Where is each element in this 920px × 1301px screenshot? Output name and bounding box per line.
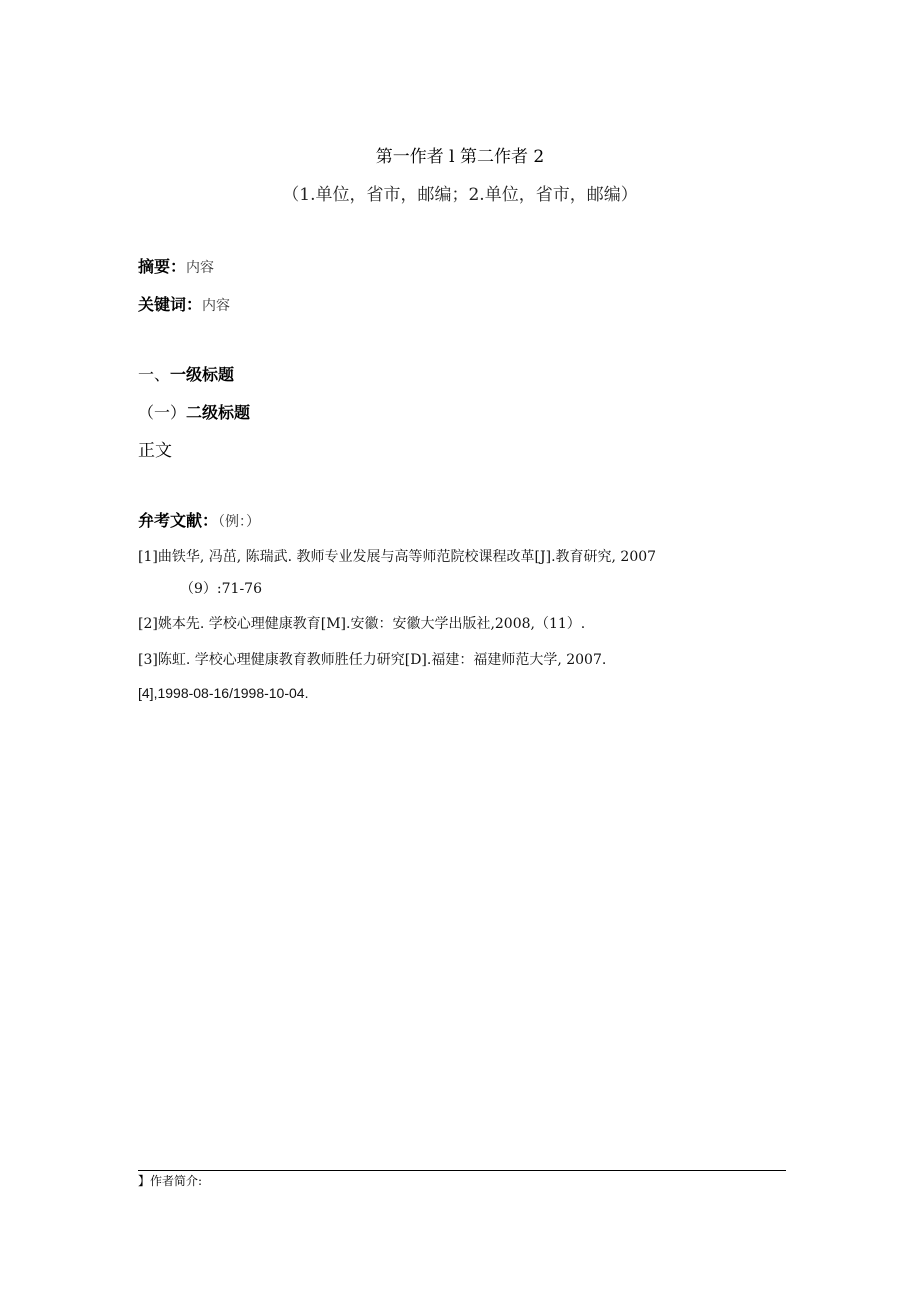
reference-item-continuation: （9）:71-76	[180, 581, 262, 597]
author-line: 第一作者 l 第二作者 2	[375, 147, 545, 167]
keywords-label: 关键词：	[138, 295, 203, 314]
abstract-label: 摘要：	[138, 257, 187, 276]
reference-item: [4],1998-08-16/1998-10-04.	[138, 685, 309, 701]
footnote-divider	[138, 1170, 786, 1171]
keywords	[138, 294, 230, 317]
keywords-content: 内容	[202, 298, 231, 314]
heading-level-1	[138, 364, 234, 386]
heading-level-1-title: 一级标题	[170, 365, 235, 384]
heading-level-2-prefix: （一）	[138, 403, 187, 422]
heading-level-1-prefix: 一、	[138, 365, 171, 384]
body-text: 正文	[138, 441, 172, 461]
footnote-author-bio: 】作者简介:	[138, 1174, 203, 1188]
abstract	[138, 256, 214, 279]
references-heading	[138, 510, 260, 533]
abstract-content: 内容	[186, 260, 215, 276]
reference-item: [2]姚本先. 学校心理健康教育[M].安徽：安徽大学出版社,2008,（11）.	[138, 616, 586, 632]
reference-item: [3]陈虹. 学校心理健康教育教师胜任力研究[D].福建：福建师范大学, 2007.	[138, 652, 607, 668]
references-note: （例：）	[218, 514, 261, 530]
heading-level-2	[138, 402, 250, 424]
references-label: 弁考文献：	[138, 511, 219, 530]
heading-level-2-title: 二级标题	[186, 403, 251, 422]
affiliation-line: （1.单位，省市，邮编；2.单位，省市，邮编）	[282, 185, 638, 205]
reference-item: [1]曲铁华, 冯茁, 陈瑞武. 教师专业发展与高等师范院校课程改革[J].教育研究, 2007	[138, 549, 657, 565]
